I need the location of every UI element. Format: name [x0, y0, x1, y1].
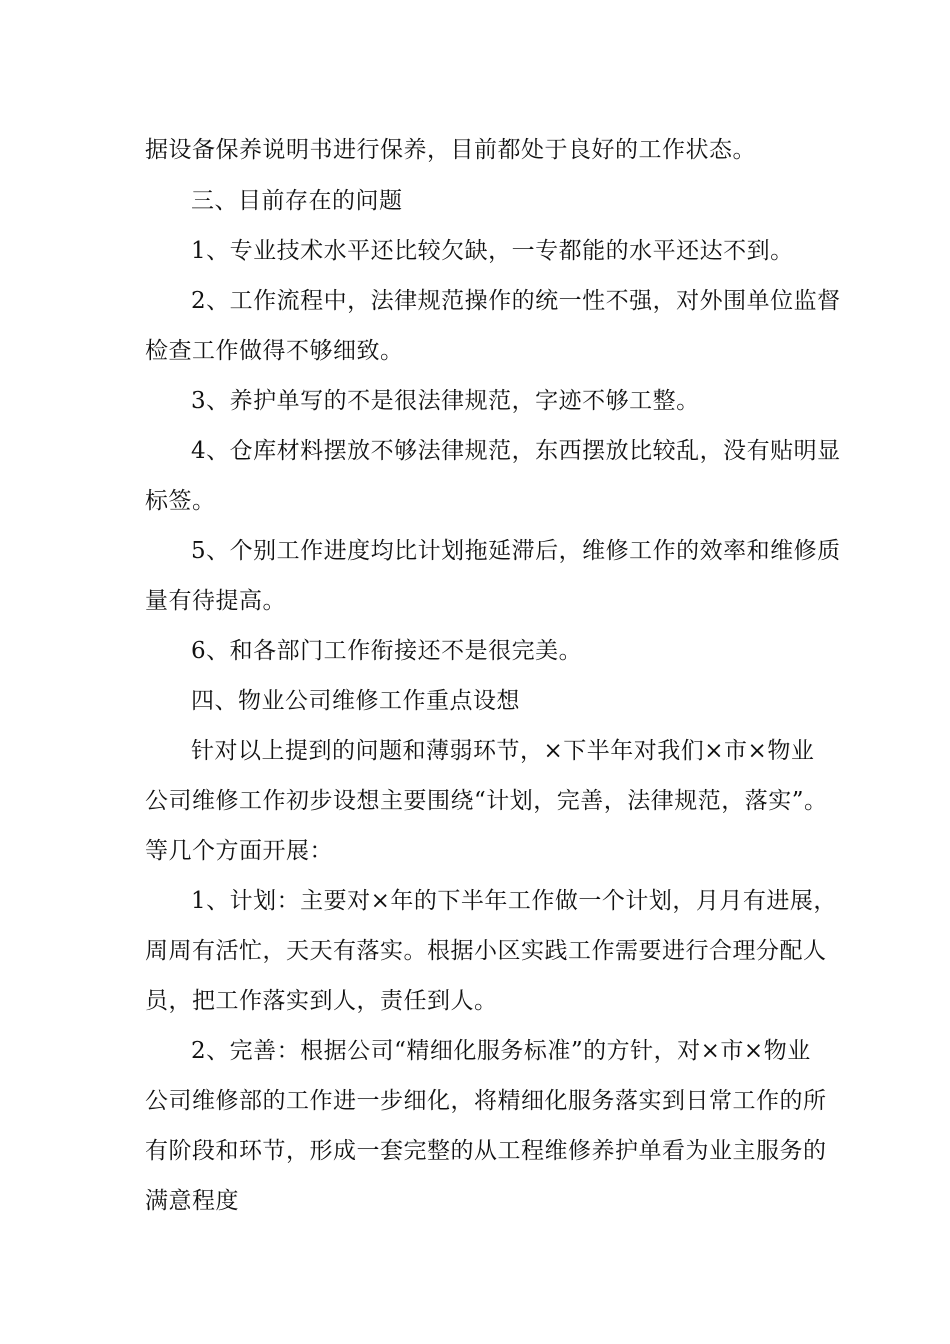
list-item: 3、养护单写的不是很法律规范，字迹不够工整。: [191, 388, 700, 414]
list-item: 5、个别工作进度均比计划拖延滞后，维修工作的效率和维修质: [191, 538, 841, 564]
text-line: 量有待提高。: [145, 588, 286, 614]
text-line: 满意程度: [145, 1188, 239, 1214]
list-item: 6、和各部门工作衔接还不是很完美。: [191, 638, 583, 664]
text-line: 公司维修工作初步设想主要围绕“计划，完善，法律规范，落实”。: [145, 788, 828, 814]
list-item: 2、工作流程中，法律规范操作的统一性不强，对外围单位监督: [191, 288, 841, 314]
text-line: 据设备保养说明书进行保养，目前都处于良好的工作状态。: [145, 137, 756, 163]
list-item: 2、完善：根据公司“精细化服务标准”的方针，对×市×物业: [191, 1038, 811, 1064]
list-item: 4、仓库材料摆放不够法律规范，东西摆放比较乱，没有贴明显: [191, 438, 841, 464]
list-item: 1、专业技术水平还比较欠缺，一专都能的水平还达不到。: [191, 238, 794, 264]
text-line: 等几个方面开展：: [145, 838, 333, 864]
section-heading: 四、物业公司维修工作重点设想: [191, 688, 520, 714]
text-line: 员，把工作落实到人，责任到人。: [145, 988, 498, 1014]
text-line: 公司维修部的工作进一步细化，将精细化服务落实到日常工作的所: [145, 1088, 827, 1114]
text-line: 有阶段和环节，形成一套完整的从工程维修养护单看为业主服务的: [145, 1138, 827, 1164]
section-heading: 三、目前存在的问题: [191, 188, 403, 214]
text-line: 标签。: [145, 488, 216, 514]
paragraph-start: 针对以上提到的问题和薄弱环节，×下半年对我们×市×物业: [191, 738, 815, 764]
text-line: 检查工作做得不够细致。: [145, 338, 404, 364]
text-line: 周周有活忙，天天有落实。根据小区实践工作需要进行合理分配人: [145, 938, 827, 964]
list-item: 1、计划：主要对×年的下半年工作做一个计划，月月有进展，: [191, 888, 837, 914]
